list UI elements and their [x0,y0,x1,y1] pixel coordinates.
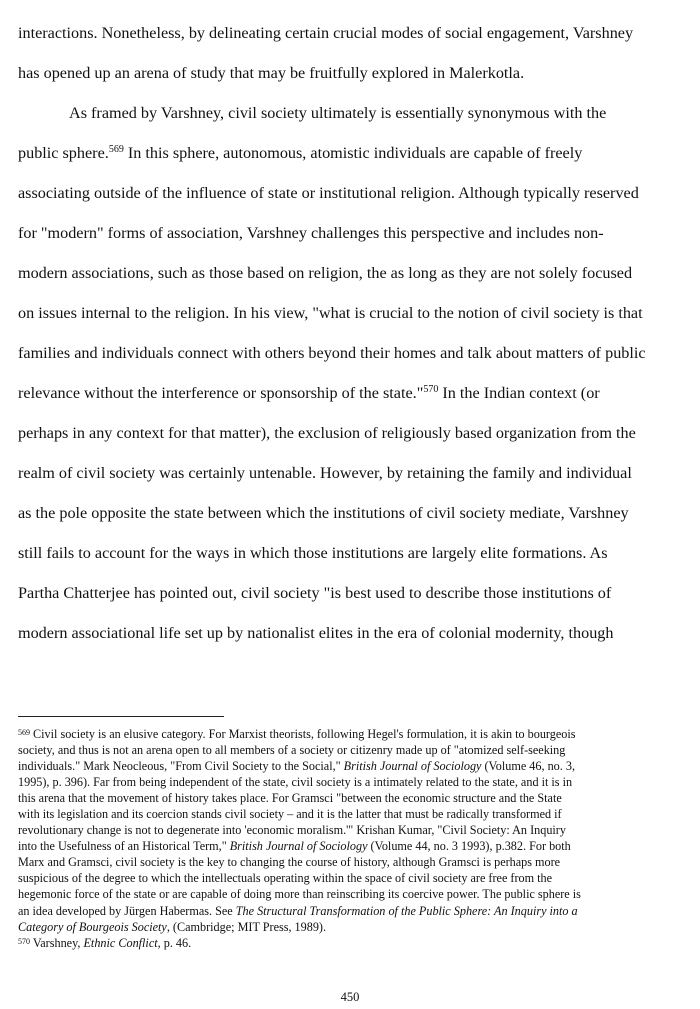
footnote-line [18,790,690,806]
body-line: Partha Chatterjee has pointed out, civil society "is best used to describe those institutions of [18,584,612,602]
footnote-text: , p. 46. [157,935,192,950]
footnote-line [18,919,690,935]
body-line: associating outside of the influence of state or institutional religion. Although typically reserved [18,184,639,202]
body-line: still fails to account for the ways in which those institutions are largely elite formations. As [18,544,608,562]
italic-title: British Journal of Sociology [343,759,482,774]
body-text-run: In this sphere, autonomous, atomistic individuals are capable of freely [123,144,583,162]
footnote-marker: 570 [18,936,30,946]
footnote-separator [18,716,224,717]
body-line [18,380,690,420]
footnote-text: individuals." Mark Neocleous, "From Civil Society to the Social," [18,759,344,774]
body-text-run: relevance without the interference or sponsorship of the state." [18,384,424,402]
body-line: interactions. Nonetheless, by delineating certain crucial modes of social engagement, Varshney [18,24,634,42]
footnote-line [18,822,690,838]
body-line: has opened up an arena of study that may be fruitfully explored in Malerkotla. [18,64,525,82]
footnote-text: hegemonic force of the state or are capable of doing more than reinscribing its coercive power. The public sphere is [18,887,581,902]
italic-title: The Structural Transformation of the Public Sphere: An Inquiry into a [235,903,578,918]
italic-title: British Journal of Sociology [229,839,368,854]
body-text-run: public sphere. [18,144,109,162]
body-line: for "modern" forms of association, Varshney challenges this perspective and includes non- [18,224,604,242]
footnote-text: Varshney, [30,935,84,950]
footnote-line [18,854,690,870]
footnote-marker: 569 [18,728,30,737]
footnote-line [18,870,690,886]
footnote-text: Marx and Gramsci, civil society is the key to changing the course of history, although Gramsci is perhaps more [18,855,561,870]
footnote-text: into the Usefulness of an Historical Term," [18,839,230,854]
footnote-text: revolutionary change is not to degenerate into 'economic moralism.'" Krishan Kumar, "Civil Society: An Inquiry [18,823,566,838]
footnote-line [18,806,690,822]
body-line: modern associational life set up by nationalist elites in the era of colonial modernity, though [18,624,614,642]
footnote-line [18,774,690,790]
italic-title: Category of Bourgeois Society [18,919,167,934]
footnote-text: 1995), p. 396). Far from being independent of the state, civil society is a intimately related to the state, and it is in [18,775,573,790]
footnote-reference[interactable]: 569 [108,144,124,155]
body-line: on issues internal to the religion. In his view, "what is crucial to the notion of civil society is that [18,304,643,322]
footnote-text: (Volume 46, no. 3, [481,759,576,774]
page-number: 450 [340,990,360,1004]
footnote-text: with its legislation and its coercion stands civil society – and it is the latter that must be radically transformed if [18,807,562,822]
footnote-line [18,903,690,919]
italic-title: Ethnic Conflict [83,935,158,950]
footnote-line [18,886,690,902]
footnote-line [18,758,690,774]
body-text-run: In the Indian context (or [438,384,600,402]
body-line [18,140,690,180]
body-text [18,20,690,660]
footnote-text: (Volume 44, no. 3 1993), p.382. For both [367,839,571,854]
footnote-text: this arena that the movement of history takes place. For Gramsci "between the economic structure and the State [18,791,562,806]
footnote-line [18,838,690,854]
footnote-line [18,726,690,742]
footnotes [18,726,690,951]
body-line: perhaps in any context for that matter), the exclusion of religiously based organization from the [18,424,636,442]
footnote-line [18,742,690,758]
body-line: as the pole opposite the state between which the institutions of civil society mediate, Varshney [18,504,629,522]
footnote-text: , (Cambridge; MIT Press, 1989). [166,919,327,934]
footnote-text: an idea developed by Jürgen Habermas. See [18,903,236,918]
footnote-text: suspicious of the degree to which the intellectuals operating within the space of civil society are free from the [18,871,553,886]
footnote-line [18,935,690,951]
body-line: families and individuals connect with others beyond their homes and talk about matters of public [18,344,646,362]
body-line: As framed by Varshney, civil society ultimately is essentially synonymous with the [69,104,607,122]
footnote-reference[interactable]: 570 [423,384,439,395]
footnote-text: society, and thus is not an arena open to all members of a society or citizenry made up of "atomized self-seeking [18,743,566,758]
body-line: realm of civil society was certainly untenable. However, by retaining the family and individual [18,464,632,482]
body-line: modern associations, such as those based on religion, the as long as they are not solely focused [18,264,633,282]
footnote-text: Civil society is an elusive category. For Marxist theorists, following Hegel's formulation, it is akin to bourgeois [30,727,576,741]
